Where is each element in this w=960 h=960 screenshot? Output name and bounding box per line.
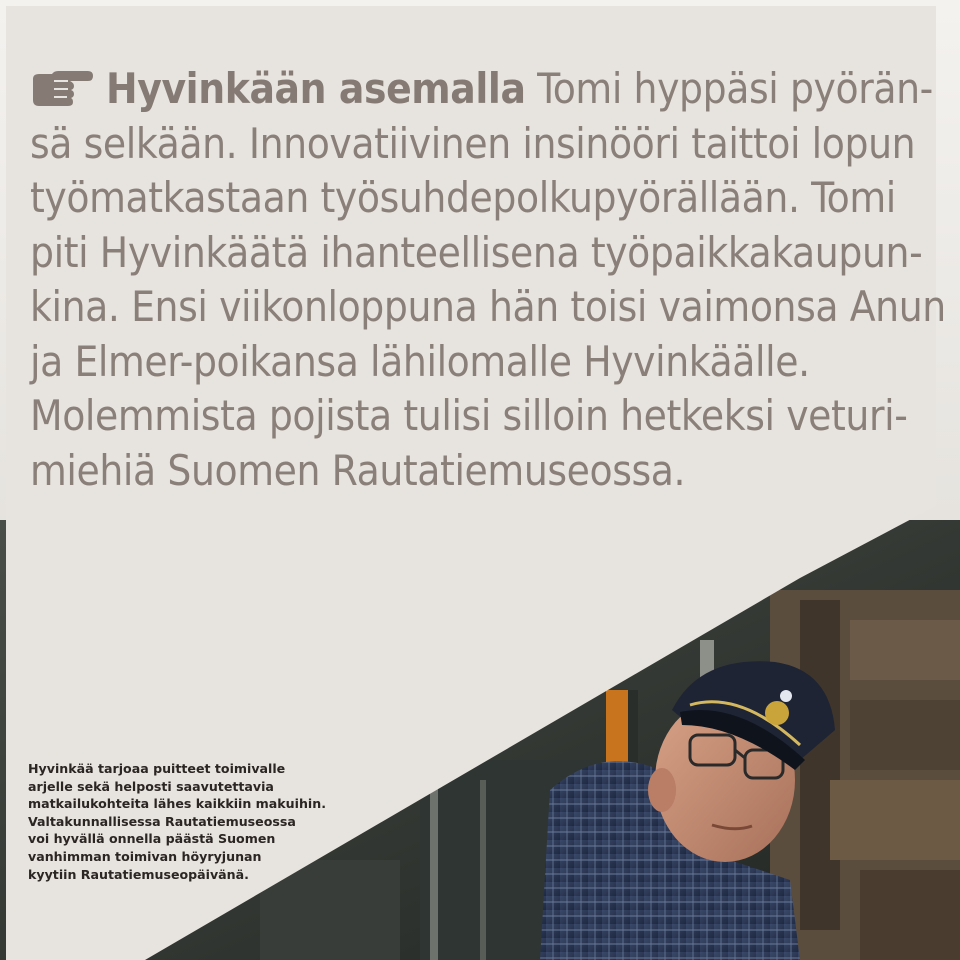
caption-line: matkailukohteita lähes kaikkiin makuihin. (28, 796, 326, 812)
caption-line: arjelle sekä helposti saavutettavia (28, 778, 274, 794)
article-line: miehiä Suomen Rautatiemuseossa. (30, 445, 686, 495)
article-line: kina. Ensi viikonloppuna hän toisi vaimonsa Anun (30, 282, 946, 331)
article-line: Molemmista pojista tulisi silloin hetkeksi veturi- (30, 391, 908, 440)
photo-caption (28, 760, 448, 883)
article-line-1-rest: Tomi hyppäsi pyörän- (525, 64, 933, 113)
article-text (30, 62, 946, 498)
caption-line: kyytiin Rautatiemuseopäivänä. (28, 866, 249, 882)
caption-line: Hyvinkää tarjoaa puitteet toimivalle (28, 761, 286, 776)
caption-line: vanhimman toimivan höyryjunan (28, 848, 262, 864)
article-line: ja Elmer-poikansa lähilomalle Hyvinkäälle. (30, 336, 810, 386)
article-line: työmatkastaan työsuhdepolkupyörällään. Tomi (30, 173, 896, 222)
caption-line: Valtakunnallisessa Rautatiemuseossa (28, 813, 296, 829)
caption-line: voi hyvällä onnella päästä Suomen (28, 831, 276, 847)
article-line: sä selkään. Innovatiivinen insinööri taittoi lopun (30, 118, 916, 168)
lead-in-heading: Hyvinkään asemalla (106, 64, 526, 113)
article-line-1 (30, 62, 933, 117)
pointing-hand-icon (30, 69, 94, 107)
article-line: piti Hyvinkäätä ihanteellisena työpaikkakaupun- (30, 227, 923, 277)
